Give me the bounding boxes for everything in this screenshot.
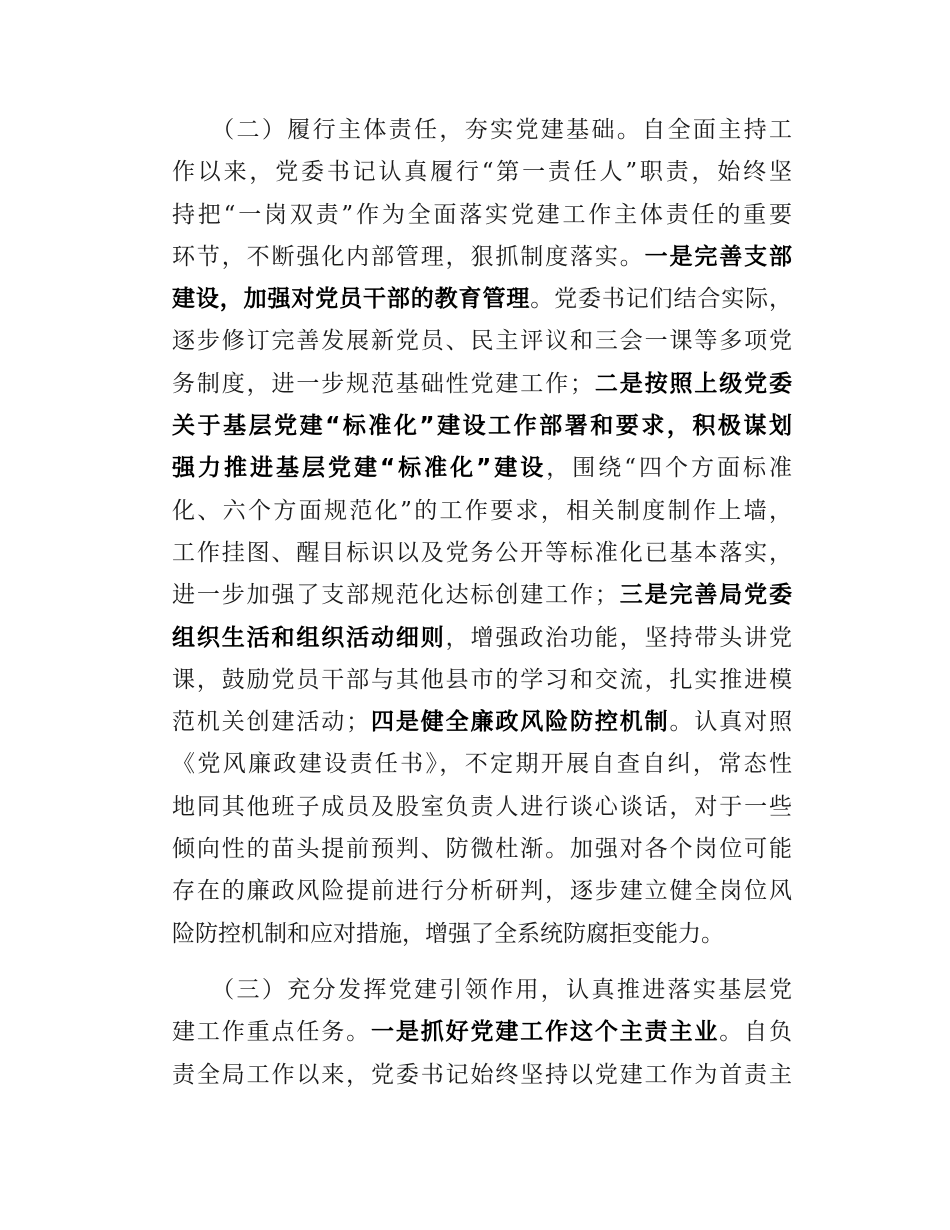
text-run: （二）履行主体责任，夯实党建基础。自全面主持工 (172, 117, 792, 143)
text-run: ，围绕“四个方面标准 (546, 455, 792, 482)
bold-text-run: 组织生活和组织活动细则 (172, 624, 446, 651)
text-run: 建工作重点任务。 (172, 1019, 371, 1046)
text-line (172, 447, 792, 489)
bold-text-run: 一是抓好党建工作这个主责主业 (371, 1019, 720, 1046)
text-run: 。自负 (719, 1019, 792, 1046)
text-run: 存在的廉政风险提前进行分析研判，逐步建立健全岗位风 (172, 878, 792, 905)
bold-text-run: 三是完善局党委 (617, 582, 792, 609)
text-line (172, 701, 792, 743)
text-line (172, 405, 792, 447)
text-line (172, 617, 792, 659)
bold-text-run: 四是健全廉政风险防控机制 (369, 709, 670, 736)
text-run: （三）充分发挥党建引领作用，认真推进落实基层党 (172, 977, 792, 1003)
text-run: 务制度，进一步规范基础性党建工作； (172, 370, 593, 397)
text-line (172, 870, 792, 912)
text-line (172, 194, 792, 236)
text-line (172, 786, 792, 828)
text-run: 险防控机制和应对措施，增强了全系统防腐拒变能力。 (172, 920, 724, 947)
text-run: 。认真对照 (669, 709, 792, 736)
text-run: 持把“一岗双责”作为全面落实党建工作主体责任的重要 (172, 201, 792, 228)
text-line (172, 278, 792, 320)
bold-text-run: 一是完善支部 (644, 243, 792, 270)
bold-text-run: 关于基层党建“标准化”建设工作部署和要求，积极谋划 (172, 413, 792, 440)
text-line (172, 574, 792, 616)
text-run: 地同其他班子成员及股室负责人进行谈心谈话，对于一些 (172, 793, 792, 820)
text-run: 环节，不断强化内部管理，狠抓制度落实。 (172, 243, 645, 270)
text-line (172, 151, 792, 193)
text-line (172, 1054, 792, 1096)
text-line (172, 490, 792, 532)
text-line (172, 659, 792, 701)
text-line (172, 109, 792, 151)
text-run: 逐步修订完善发展新党员、民主评议和三会一课等多项党 (172, 328, 792, 355)
text-line (172, 1011, 792, 1053)
text-run: ，增强政治功能，坚持带头讲党 (445, 624, 792, 651)
text-run: 。党委书记们结合实际， (530, 286, 793, 313)
text-line (172, 743, 792, 785)
text-run: 《党风廉政建设责任书》，不定期开展自查自纠，常态性 (172, 751, 792, 778)
text-run: 倾向性的苗头提前预判、防微杜渐。加强对各个岗位可能 (172, 836, 792, 863)
text-run: 范机关创建活动； (172, 709, 370, 736)
paragraph-section-two (172, 109, 792, 955)
text-line (172, 363, 792, 405)
text-line (172, 913, 792, 955)
text-line (172, 969, 792, 1011)
text-run: 工作挂图、醒目标识以及党务公开等标准化已基本落实， (172, 539, 792, 566)
text-line (172, 320, 792, 362)
text-line (172, 828, 792, 870)
text-run: 化、六个方面规范化”的工作要求，相关制度制作上墙， (172, 497, 792, 524)
bold-text-run: 强力推进基层党建“标准化”建设 (172, 455, 547, 482)
text-run: 进一步加强了支部规范化达标创建工作； (172, 582, 618, 609)
text-line (172, 532, 792, 574)
text-line (172, 236, 792, 278)
text-run: 责全局工作以来，党委书记始终坚持以党建工作为首责主 (172, 1061, 792, 1088)
text-run: 作以来，党委书记认真履行“第一责任人”职责，始终坚 (172, 159, 792, 186)
text-run: 课，鼓励党员干部与其他县市的学习和交流，扎实推进模 (172, 666, 792, 693)
bold-text-run: 建设，加强对党员干部的教育管理 (172, 286, 531, 313)
paragraph-section-three (172, 969, 792, 1096)
bold-text-run: 二是按照上级党委 (593, 370, 792, 397)
